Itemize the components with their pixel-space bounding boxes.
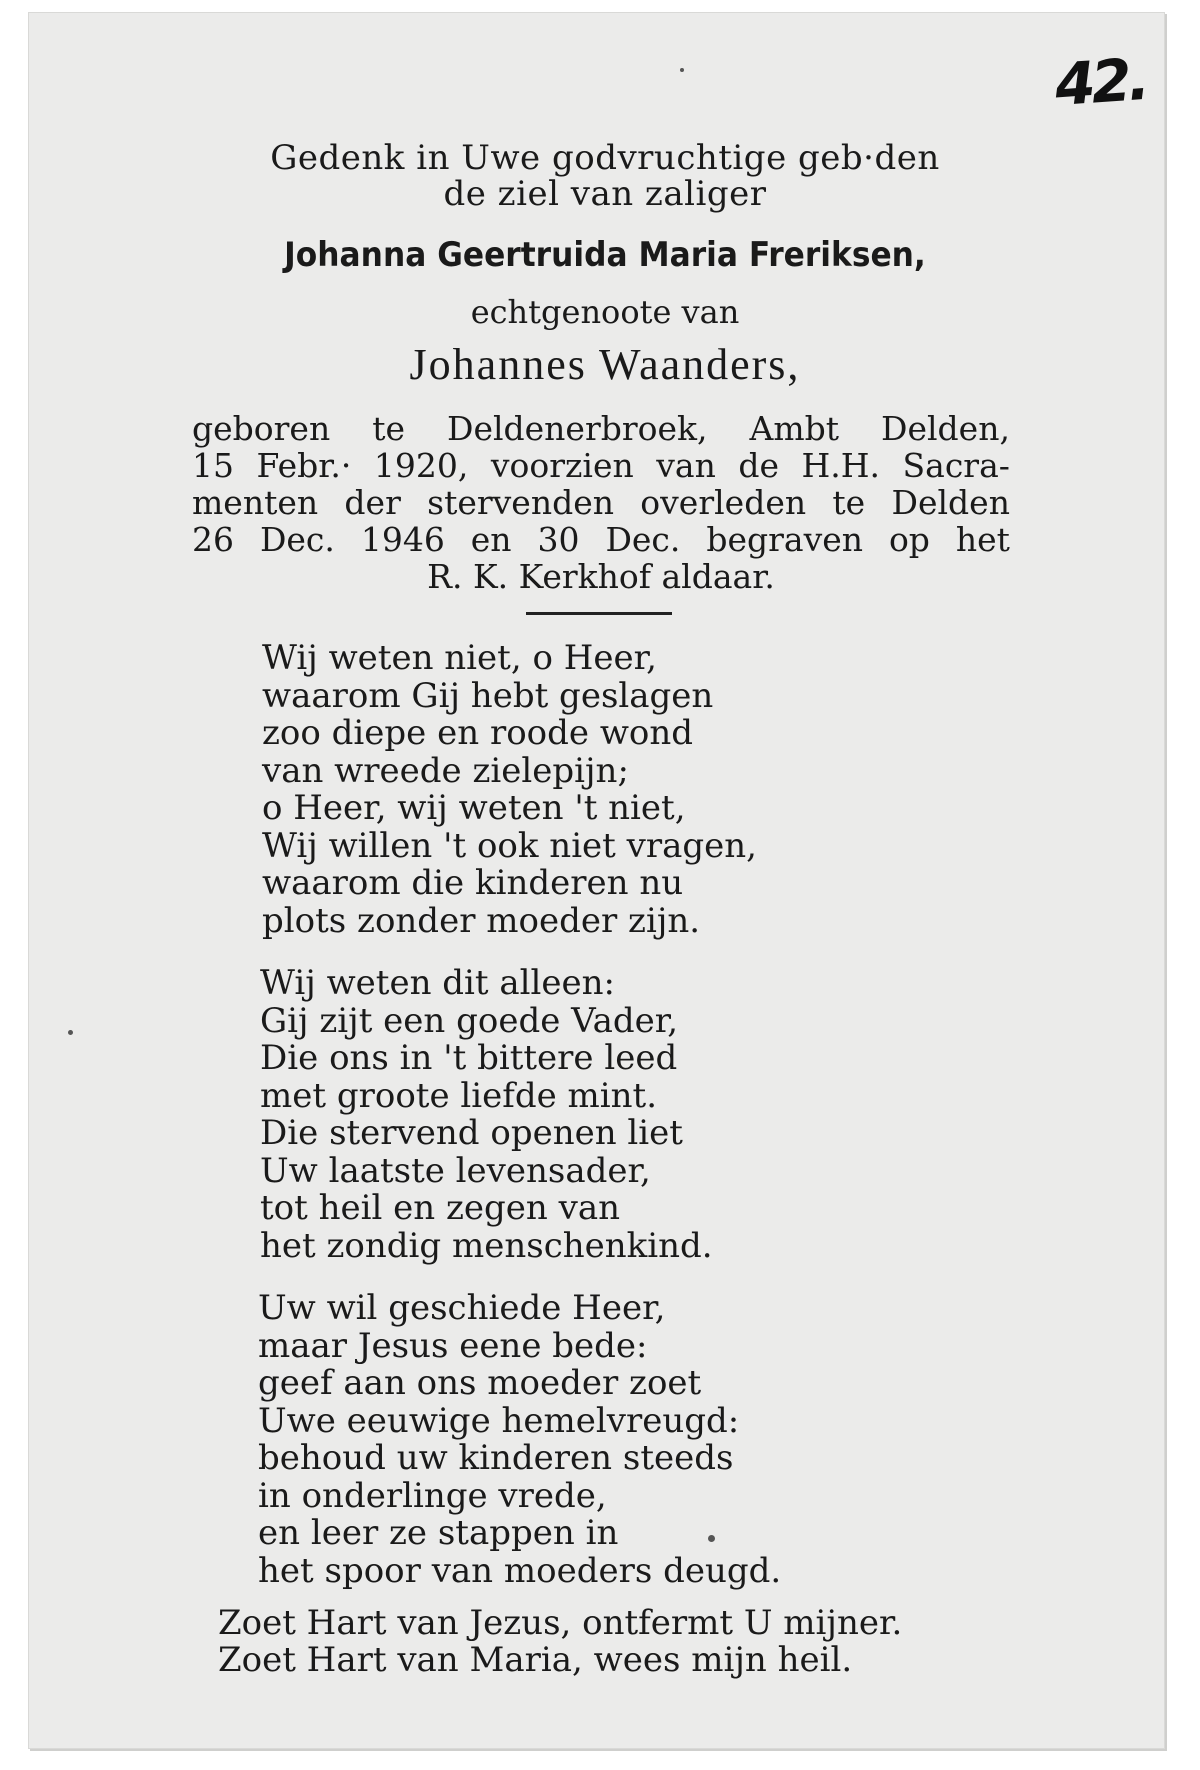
paper-speck — [680, 68, 684, 72]
details-word: te — [372, 409, 405, 448]
verse-line: waarom Gij hebt geslagen — [262, 675, 714, 716]
details-word: 15 — [192, 446, 234, 485]
verse-line: maar Jesus eene bede: — [258, 1325, 648, 1366]
closing-prayers — [218, 1605, 902, 1679]
details-row — [192, 447, 1010, 484]
verse-line: behoud uw kinderen steeds — [258, 1438, 734, 1478]
details-word: 30 — [537, 520, 580, 559]
details-word: Delden — [891, 483, 1010, 522]
handwritten-number: 42. — [1052, 44, 1149, 120]
details-word: het — [955, 520, 1010, 559]
verse-line: Uw laatste levensader, — [260, 1150, 651, 1191]
verse-line: Uwe eeuwige hemelvreugd: — [258, 1400, 740, 1441]
details-word: der — [344, 483, 401, 522]
poem-stanza-2 — [260, 965, 713, 1265]
verse-line: en leer ze stappen in — [258, 1513, 619, 1553]
verse-line: tot heil en zegen van — [260, 1188, 621, 1228]
details-word: 26 — [192, 520, 234, 559]
verse-line: Die ons in 't bittere leed — [260, 1038, 678, 1078]
details-word: Ambt — [749, 409, 840, 448]
paper-speck — [68, 1030, 73, 1035]
verse-line: geef aan ons moeder zoet — [258, 1363, 702, 1403]
verse-line: van wreede zielepijn; — [262, 750, 629, 791]
verse-line: plots zonder moeder zijn. — [262, 900, 701, 941]
card-header — [190, 140, 1020, 390]
verse-line: o Heer, wij weten 't niet, — [262, 788, 686, 828]
details-word: geboren — [192, 409, 331, 448]
details-word: Delden, — [881, 409, 1010, 448]
biographical-details — [192, 410, 1010, 595]
verse-line: Wij weten dit alleen: — [260, 963, 616, 1003]
poem-stanza-1 — [262, 640, 757, 940]
verse-line: met groote liefde mint. — [260, 1075, 658, 1116]
details-word: overleden — [640, 483, 807, 522]
verse-line: Wij weten niet, o Heer, — [262, 638, 657, 678]
details-row — [192, 558, 1010, 595]
header-line-2: de ziel van zaliger — [443, 174, 767, 214]
details-word: Dec. — [605, 520, 681, 559]
prayer-line: Zoet Hart van Jezus, ontfermt U mijner. — [218, 1603, 903, 1643]
verse-line: Gij zijt een goede Vader, — [260, 1000, 679, 1041]
verse-line: het zondig menschenkind. — [260, 1225, 713, 1266]
details-word: H.H. — [801, 446, 881, 485]
details-word: begraven — [706, 520, 863, 559]
prayer-line: Zoet Hart van Maria, wees mijn heil. — [218, 1640, 853, 1680]
verse-line: in onderlinge vrede, — [258, 1475, 607, 1516]
details-word: Deldenerbroek, — [446, 409, 708, 448]
spouse-name: Johannes Waanders, — [409, 340, 801, 389]
details-word: 1920, — [373, 446, 469, 485]
details-row — [192, 484, 1010, 521]
verse-line: het spoor van moeders deugd. — [258, 1550, 782, 1591]
verse-line: Wij willen 't ook niet vragen, — [262, 825, 757, 866]
spouse-intro: echtgenoote van — [470, 293, 740, 331]
header-line-1: Gedenk in Uwe godvruchtige geb·den — [270, 138, 940, 178]
details-word: Sacra- — [902, 446, 1010, 485]
details-word: en — [470, 520, 512, 559]
details-word: op — [888, 520, 930, 559]
verse-line: Die stervend openen liet — [260, 1113, 683, 1153]
details-word: te — [832, 483, 866, 522]
poem-stanza-3 — [258, 1290, 781, 1590]
details-word: 1946 — [360, 520, 445, 559]
divider-rule — [526, 612, 672, 615]
details-word: menten — [192, 483, 319, 522]
details-row — [192, 410, 1010, 447]
details-row — [192, 521, 1010, 558]
verse-line: waarom die kinderen nu — [262, 863, 684, 903]
details-word: voorzien — [490, 446, 634, 485]
verse-line: Uw wil geschiede Heer, — [258, 1288, 666, 1328]
details-word: R. K. Kerkhof aldaar. — [427, 557, 775, 596]
details-word: stervenden — [427, 483, 614, 522]
deceased-name: Johanna Geertruida Maria Freriksen, — [284, 235, 926, 275]
details-word: Dec. — [259, 520, 335, 559]
details-word: van — [656, 446, 716, 485]
verse-line: zoo diepe en roode wond — [262, 713, 694, 753]
paper-speck — [708, 1535, 715, 1542]
details-word: Febr.· — [256, 446, 352, 485]
details-word: de — [738, 446, 779, 485]
